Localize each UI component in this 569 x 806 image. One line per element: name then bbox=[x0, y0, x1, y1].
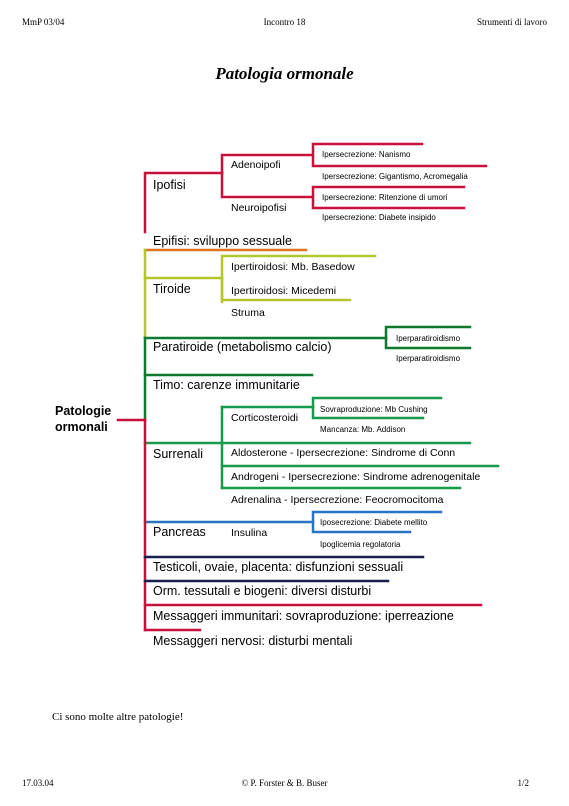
leaf-gigantismo: Ipersecrezione: Gigantismo, Acromegalia bbox=[322, 172, 468, 181]
node-epifisi: Epifisi: sviluppo sessuale bbox=[153, 234, 292, 248]
leaf-androgeni: Androgeni - Ipersecrezione: Sindrome adrenogenitale bbox=[231, 471, 481, 483]
leaf-iperparatiroidismo-2: Iperparatiroidismo bbox=[396, 354, 461, 363]
mindmap-root bbox=[55, 403, 111, 435]
header-meeting: Incontro 18 bbox=[263, 17, 306, 27]
node-messaggeri-nervosi: Messaggeri nervosi: disturbi mentali bbox=[153, 634, 353, 648]
footer-page-number: 1/2 bbox=[517, 778, 529, 788]
leaf-ipoglicemia: Ipoglicemia regolatoria bbox=[320, 540, 401, 549]
leaf-iperparatiroidismo-1: Iperparatiroidismo bbox=[396, 334, 461, 343]
node-surrenali: Surrenali bbox=[153, 447, 204, 461]
leaf-basedow: Ipertiroidosi: Mb. Basedow bbox=[231, 261, 355, 273]
node-timo: Timo: carenze immunitarie bbox=[153, 378, 300, 392]
leaf-micedemi: Ipertiroidosi: Micedemi bbox=[231, 285, 337, 297]
leaf-nanismo: Ipersecrezione: Nanismo bbox=[322, 150, 411, 159]
leaf-struma: Struma bbox=[231, 307, 265, 319]
root-line-1: Patologie bbox=[55, 404, 112, 418]
closing-note: Ci sono molte altre patologie! bbox=[52, 711, 184, 723]
leaf-diabete-mellito: Iposecrezione: Diabete mellito bbox=[320, 518, 428, 527]
footer-date: 17.03.04 bbox=[22, 778, 54, 788]
node-insulina: Insulina bbox=[231, 527, 268, 539]
leaf-aldosterone: Aldosterone - Ipersecrezione: Sindrome di Conn bbox=[231, 447, 456, 459]
node-pancreas: Pancreas bbox=[153, 525, 206, 539]
leaf-diabete-insipido: Ipersecrezione: Diabete insipido bbox=[322, 213, 436, 222]
node-orm-tessutali: Orm. tessutali e biogeni: diversi disturbi bbox=[153, 584, 372, 598]
node-corticosteroidi: Corticosteroidi bbox=[231, 412, 299, 424]
footer-copyright: © P. Forster & B. Buser bbox=[241, 778, 328, 788]
node-ipofisi: Ipofisi bbox=[153, 178, 186, 192]
leaf-addison: Mancanza: Mb. Addison bbox=[320, 425, 406, 434]
node-tiroide: Tiroide bbox=[153, 282, 191, 296]
page-title: Patologia ormonale bbox=[215, 64, 354, 83]
node-neuroipofisi: Neuroipofisi bbox=[231, 202, 287, 214]
node-adenoipofi: Adenoipofi bbox=[231, 159, 281, 171]
leaf-adrenalina: Adrenalina - Ipersecrezione: Feocromocitoma bbox=[231, 494, 444, 506]
header-course: MmP 03/04 bbox=[22, 17, 65, 27]
node-testicoli: Testicoli, ovaie, placenta: disfunzioni sessuali bbox=[153, 560, 404, 574]
root-line-2: ormonali bbox=[55, 420, 108, 434]
header-section: Strumenti di lavoro bbox=[477, 17, 547, 27]
node-messaggeri-immunitari: Messaggeri immunitari: sovraproduzione: iperreazione bbox=[153, 609, 454, 623]
leaf-ritenzione-umori: Ipersecrezione: Ritenzione di umori bbox=[322, 193, 448, 202]
leaf-cushing: Sovraproduzione: Mb Cushing bbox=[320, 405, 428, 414]
node-paratiroide: Paratiroide (metabolismo calcio) bbox=[153, 340, 332, 354]
